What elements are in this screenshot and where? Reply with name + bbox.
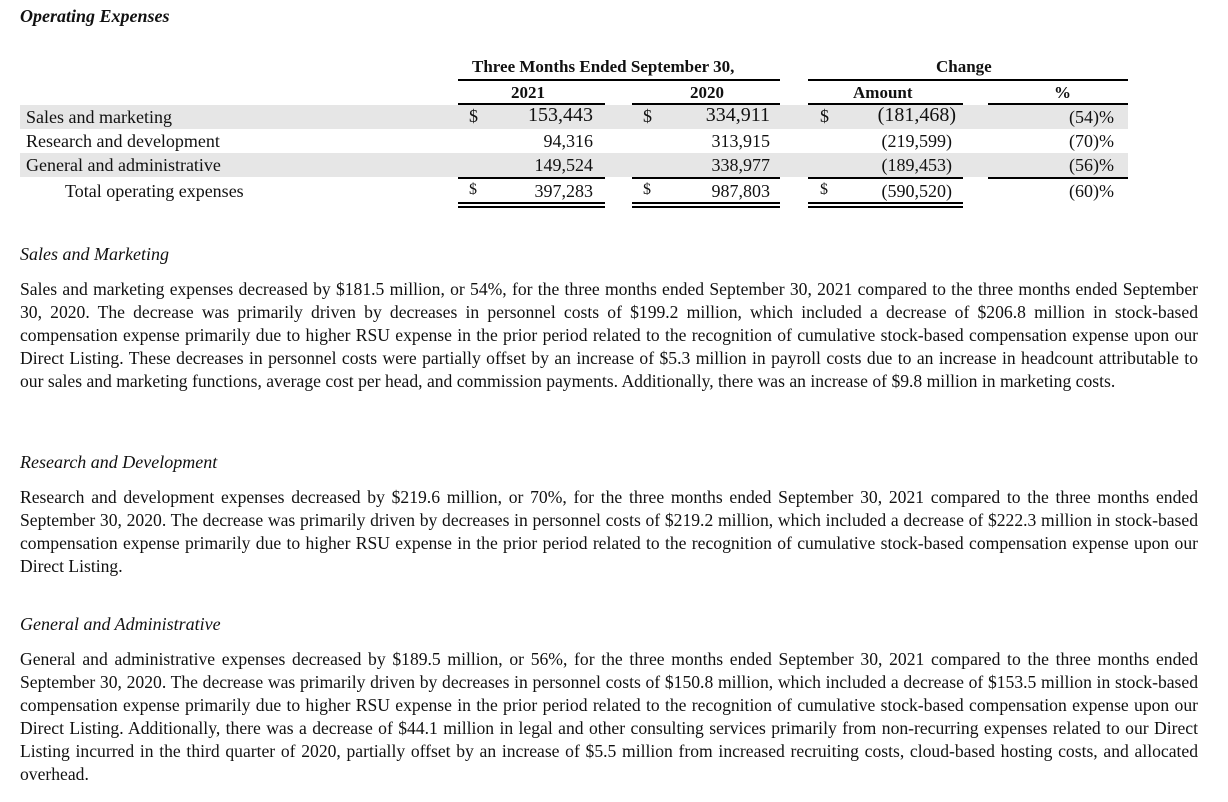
total-double-rule-2020: [632, 202, 780, 204]
currency-symbol: $: [643, 181, 651, 198]
change-pct: (70)%: [1069, 131, 1114, 151]
subtotal-rule-pct: [988, 177, 1128, 179]
section-title-general-administrative: General and Administrative: [20, 614, 221, 634]
section-title-research-development: Research and Development: [20, 452, 218, 472]
currency-symbol: $: [643, 106, 652, 126]
value-2021: 153,443: [528, 104, 593, 126]
page-title: Operating Expenses: [20, 6, 170, 26]
total-2020: 987,803: [711, 181, 770, 201]
value-2021: 149,524: [534, 155, 593, 175]
value-2020: 334,911: [705, 104, 770, 126]
currency-symbol: $: [469, 106, 478, 126]
value-2021: 94,316: [543, 131, 593, 151]
subtotal-rule-2021: [458, 177, 605, 179]
value-2020: 313,915: [711, 131, 770, 151]
section-body-research-development: Research and development expenses decreased by $219.6 million, or 70%, for the three months ended September 30, 2021 compared to the three months ended September 30, 2020. The decrease was primarily driven by decreases in personnel costs of $219.2 million, which included a decrease of $222.3 million in stock-based compensation expense primarily due to higher RSU expense in the prior period related to the recognition of cumulative stock-based compensation expense upon our Direct Listing.: [20, 487, 1198, 576]
currency-symbol: $: [820, 181, 828, 198]
total-double-rule-amount: [808, 206, 963, 208]
change-amount: (189,453): [881, 155, 952, 175]
row-label: Research and development: [26, 131, 220, 151]
row-label: Sales and marketing: [26, 107, 172, 127]
section-body-sales-marketing: Sales and marketing expenses decreased by $181.5 million, or 54%, for the three months ended September 30, 2021 compared to the three months ended September 30, 2020. The decrease was primarily driven by decreases in personnel costs of $199.2 million, which included a decrease of $206.8 million in stock-based compensation expense primarily due to higher RSU expense in the prior period related to the recognition of cumulative stock-based compensation expense upon our Direct Listing. These decreases in personnel costs were partially offset by an increase of $5.3 million in payroll costs due to an increase in headcount attributable to our sales and marketing functions, average cost per head, and commission payments. Additionally, there was an increase of $9.8 million in marketing costs.: [20, 279, 1198, 391]
section-body-general-administrative: General and administrative expenses decreased by $189.5 million, or 56%, for the three months ended September 30, 2021 compared to the three months ended September 30, 2020. The decrease was primarily driven by decreases in personnel costs of $150.8 million, which included a decrease of $153.5 million in stock-based compensation expense primarily due to higher RSU expense in the prior period related to the recognition of cumulative stock-based compensation expense upon our Direct Listing. Additionally, there was a decrease of $44.1 million in legal and other consulting services primarily from non-recurring expenses related to our Direct Listing incurred in the third quarter of 2020, partially offset by an increase of $5.5 million from increased recruiting costs, cloud-based hosting costs, and allocated overhead.: [20, 649, 1198, 784]
total-double-rule-amount: [808, 202, 963, 204]
total-double-rule-2021: [458, 206, 605, 208]
total-double-rule-2020: [632, 206, 780, 208]
subtotal-rule-2020: [632, 177, 780, 179]
col-header-2021: 2021: [511, 83, 545, 102]
total-change-amount: (590,520): [881, 181, 952, 201]
row-label: General and administrative: [26, 155, 221, 175]
total-double-rule-2021: [458, 202, 605, 204]
col-header-pct: %: [1054, 83, 1071, 102]
group-header: Three Months Ended September 30,: [472, 57, 735, 76]
total-row-label: Total operating expenses: [65, 181, 244, 201]
total-change-pct: (60)%: [1069, 181, 1114, 201]
subtotal-rule-amount: [808, 177, 963, 179]
col-header-2020: 2020: [690, 83, 724, 102]
total-2021: 397,283: [534, 181, 593, 201]
change-amount: (181,468): [877, 104, 956, 126]
currency-symbol: $: [469, 181, 477, 198]
change-amount: (219,599): [881, 131, 952, 151]
change-header: Change: [936, 57, 992, 76]
change-pct: (54)%: [1069, 107, 1114, 127]
value-2020: 338,977: [711, 155, 770, 175]
change-pct: (56)%: [1069, 155, 1114, 175]
col-rule-pct: [988, 103, 1128, 105]
col-header-amount: Amount: [853, 83, 913, 102]
change-header-rule: [808, 79, 1128, 81]
section-title-sales-marketing: Sales and Marketing: [20, 244, 169, 264]
currency-symbol: $: [820, 106, 829, 126]
group-header-rule: [458, 79, 780, 81]
